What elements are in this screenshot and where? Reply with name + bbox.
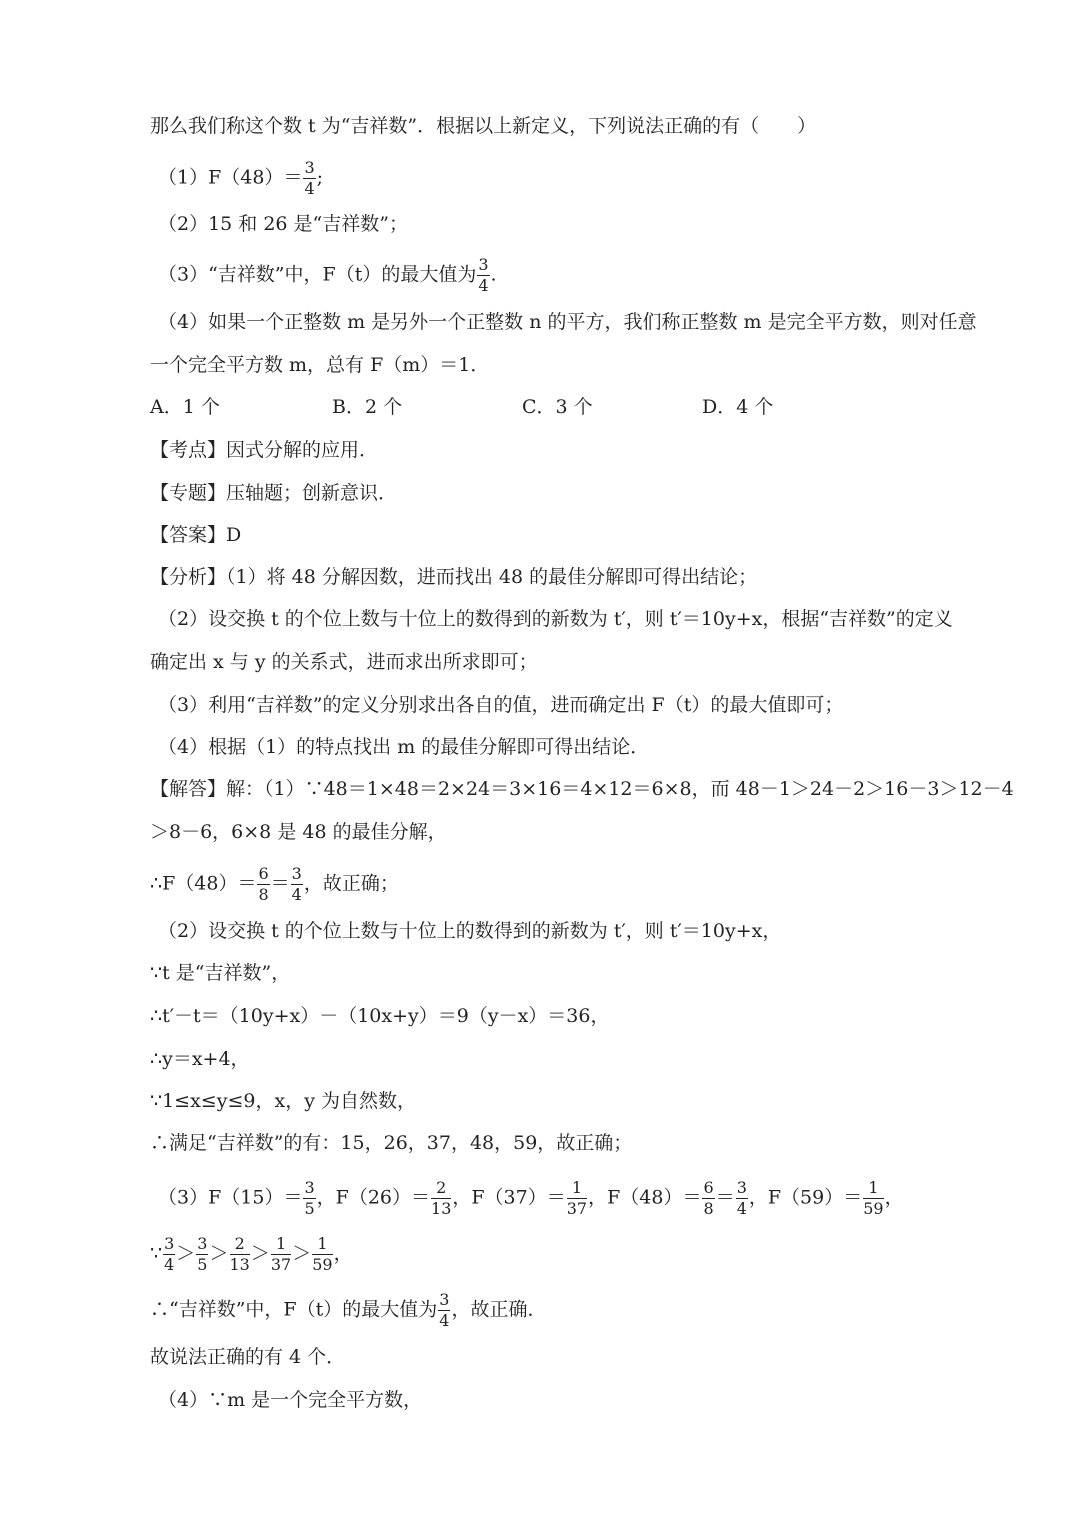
solution-line-14: （4）∵m 是一个完全平方数， (158, 1389, 423, 1411)
statement-3: （3）“吉祥数”中，F（t）的最大值为 $\frac{3}{4}$ . (158, 255, 497, 295)
question-intro: 那么我们称这个数 t 为“吉祥数”．根据以上新定义，下列说法正确的有（ ） (150, 115, 817, 137)
option-a: A．1 个 (150, 396, 220, 418)
solution-line-6: ∴t′－t＝（10y+x）－（10x+y）＝9（y－x）＝36， (150, 1005, 610, 1027)
solution-line-5: ∵t 是“吉祥数”， (150, 962, 291, 984)
statement-4-line-1: （4）如果一个正整数 m 是另外一个正整数 n 的平方，我们称正整数 m 是完全平方数，则对任意 (158, 311, 977, 333)
answer: 【答案】D (150, 524, 242, 546)
fraction: $\frac{3}{4}$ (736, 1178, 747, 1218)
analysis-line-4: （3）利用“吉祥数”的定义分别求出各自的值，进而确定出 F（t）的最大值即可； (158, 694, 844, 716)
analysis-line-2: （2）设交换 t 的个位上数与十位上的数得到的新数为 t′，则 t′＝10y+x，根据“吉祥数”的定义 (158, 608, 953, 630)
statement-1-text: （1）F（48）＝ (158, 166, 303, 189)
solution-line-13: 故说法正确的有 4 个． (150, 1346, 346, 1368)
fraction: $\frac{3}{4}$ (304, 158, 315, 198)
answer-options (150, 393, 773, 421)
fraction: $\frac{6}{8}$ (703, 1178, 714, 1218)
fraction: $\frac{1}{59}$ (863, 1178, 884, 1218)
kaodian: 【考点】因式分解的应用． (150, 439, 379, 461)
statement-1: （1）F（48）＝ $\frac{3}{4}$ ; (158, 158, 324, 198)
fraction: $\frac{3}{5}$ (304, 1178, 315, 1218)
solution-line-3: ∴F（48）＝ $\frac{6}{8}$ ＝ $\frac{3}{4}$ ，故正确； (150, 864, 399, 904)
analysis-line-5: （4）根据（1）的特点找出 m 的最佳分解即可得出结论． (158, 736, 650, 758)
fraction: $\frac{3}{4}$ (478, 255, 489, 295)
fraction: $\frac{3}{4}$ (439, 1290, 450, 1330)
solution-line-7: ∴y＝x+4， (150, 1048, 250, 1070)
fraction: $\frac{1}{37}$ (270, 1234, 292, 1274)
solution-line-8: ∵1≤x≤y≤9，x，y 为自然数， (150, 1090, 416, 1112)
option-d: D．4 个 (702, 396, 774, 418)
solution-line-4: （2）设交换 t 的个位上数与十位上的数得到的新数为 t′，则 t′＝10y+x， (158, 920, 782, 942)
solution-line-10: （3）F（15）＝ $\frac{3}{5}$ ，F（26）＝ $\frac{2}{13}$ ，F（37）＝ $\frac{1}{37}$ ，F（48）＝ $\frac{6}{8}$ ＝ $\frac{3}{4}$ ，F（59）＝ $\frac{1}{59}$ ， (158, 1178, 904, 1218)
fraction: $\frac{3}{4}$ (164, 1234, 175, 1274)
solution-line-9: ∴满足“吉祥数”的有：15，26，37，48，59，故正确； (150, 1132, 633, 1154)
fraction: $\frac{1}{59}$ (312, 1234, 333, 1274)
solution-line-2: ＞8－6，6×8 是 48 的最佳分解， (150, 821, 447, 843)
analysis-line-1: 【分析】（1）将 48 分解因数，进而找出 48 的最佳分解即可得出结论； (150, 566, 758, 588)
fraction: $\frac{2}{13}$ (431, 1178, 452, 1218)
solution-line-12: ∴“吉祥数”中，F（t）的最大值为 $\frac{3}{4}$ ，故正确． (150, 1290, 547, 1330)
fraction: $\frac{1}{37}$ (566, 1178, 588, 1218)
zhuanti: 【专题】压轴题；创新意识． (150, 482, 398, 504)
fraction: $\frac{3}{5}$ (197, 1234, 208, 1274)
solution-line-1: 【解答】解：（1）∵48＝1×48＝2×24＝3×16＝4×12＝6×8，而 48－1＞24－2＞16－3＞12－4 (150, 778, 1014, 800)
fraction: $\frac{2}{13}$ (229, 1234, 250, 1274)
statement-4-line-2: 一个完全平方数 m，总有 F（m）＝1． (150, 354, 490, 376)
solution-line-11: ∵ $\frac{3}{4}$ ＞ $\frac{3}{5}$ ＞ $\frac{2}{13}$ ＞ $\frac{1}{37}$ ＞ $\frac{1}{59}$ ， (150, 1234, 353, 1274)
fraction: $\frac{3}{4}$ (291, 864, 302, 904)
fraction: $\frac{6}{8}$ (258, 864, 269, 904)
analysis-line-3: 确定出 x 与 y 的关系式，进而求出所求即可； (150, 651, 538, 673)
option-c: C．3 个 (522, 396, 593, 418)
statement-2: （2）15 和 26 是“吉祥数”； (158, 213, 408, 235)
option-b: B．2 个 (332, 396, 403, 418)
